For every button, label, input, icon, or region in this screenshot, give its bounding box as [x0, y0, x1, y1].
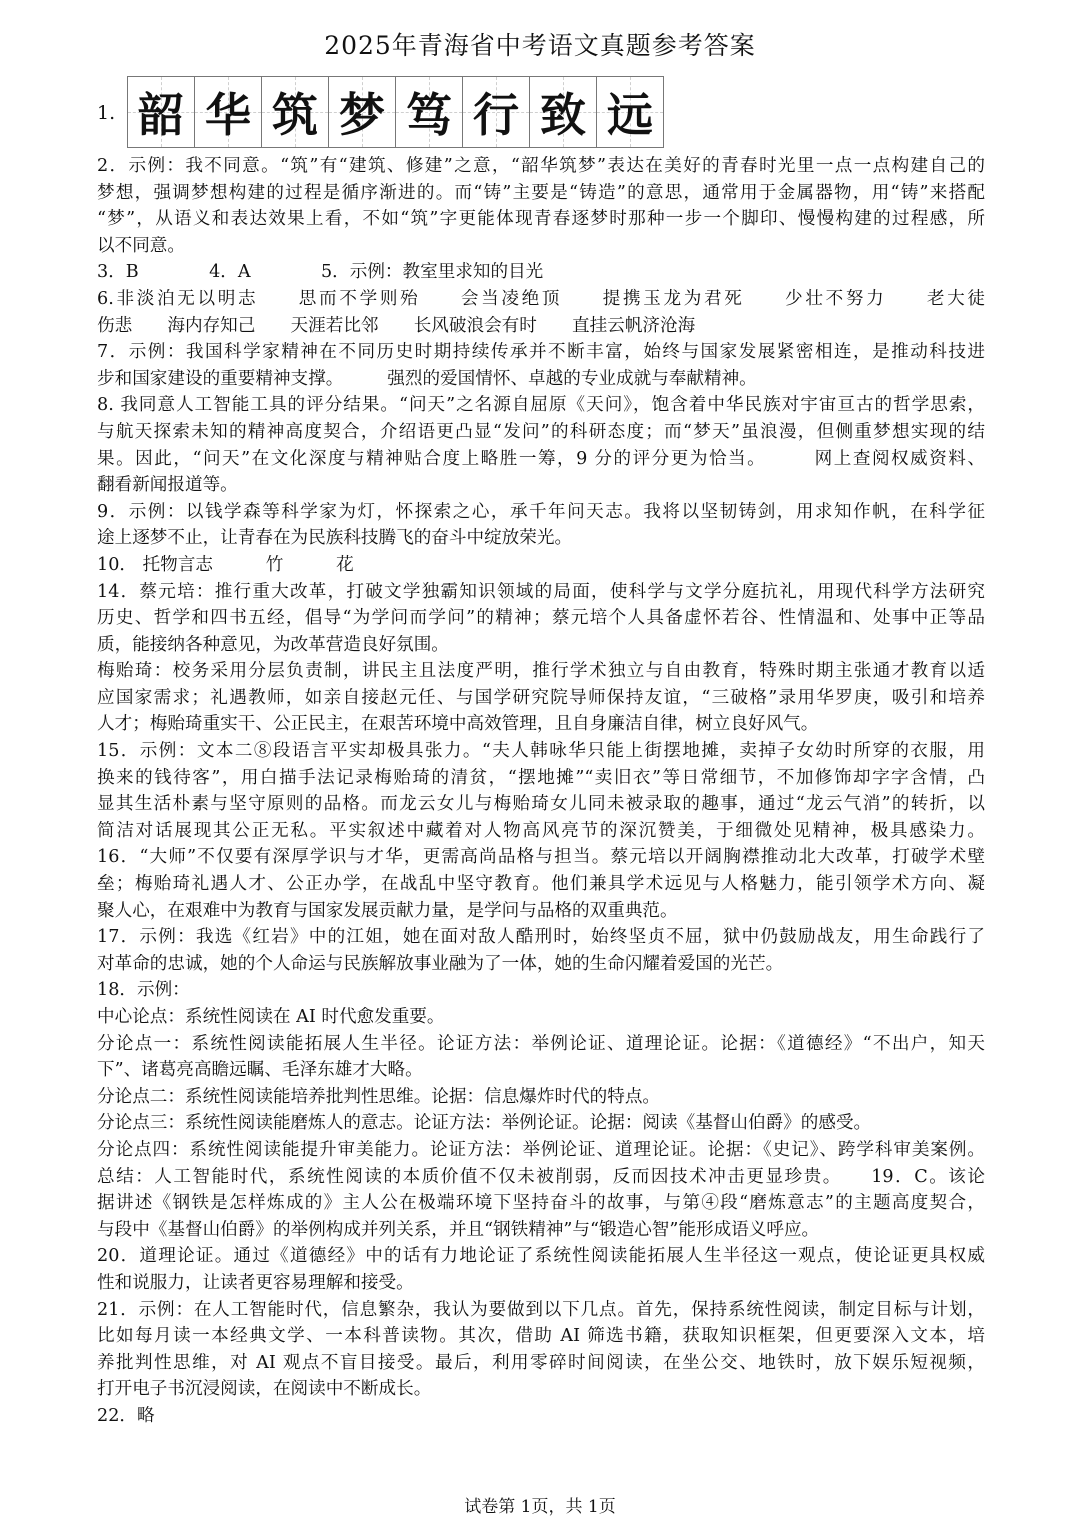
answer-line: 梦想，强调梦想构建的过程是循序渐进的。而“铸”主要是“铸造”的意思，通常用于金属器物，用“铸”来搭配 [97, 182, 985, 203]
answer-line: 14．蔡元培：推行重大改革，打破文学独霸知识领域的局面，使科学与文学分庭抗礼，用现代科学方法研究 [97, 581, 985, 602]
question-1-number: 1. [97, 102, 116, 124]
answer-line: 6.非淡泊无以明志 思而不学则殆 会当凌绝顶 提携玉龙为君死 少壮不努力 老大徒 [97, 288, 985, 309]
answer-line: 简洁对话展现其公正无私。平实叙述中藏着对人物高风亮节的深沉赞美，于细微处见精神，极具感染力。 [97, 820, 985, 841]
grid-cell [396, 77, 463, 147]
answer-line: 17．示例：我选《红岩》中的江姐，她在面对敌人酷刑时，始终坚贞不屈，狱中仍鼓励战友，用生命践行了 [97, 927, 985, 948]
page-footer: 试卷第 1页，共 1页 [464, 1497, 616, 1517]
answer-line: 垒；梅贻琦礼遇人才、公正办学，在战乱中坚守教育。他们兼具学术远见与人格魅力，能引领学术方向、凝 [97, 874, 985, 895]
answer-line: 质，能接纳各种意见，为改革营造良好氛围。 [97, 634, 449, 655]
answer-line: 20．道理论证。通过《道德经》中的话有力地论证了系统性阅读能拓展人生半径这一观点，使论证更具权威 [97, 1246, 985, 1267]
answer-line: 10． 托物言志 竹 花 [97, 554, 354, 575]
answer-line: 8. 我同意人工智能工具的评分结果。“问天”之名源自屈原《天问》，饱含着中华民族对宇宙亘古的哲学思索， [97, 395, 985, 416]
answer-line: 途上逐梦不止，让青春在为民族科技腾飞的奋斗中绽放荣光。 [97, 528, 573, 549]
answer-line: 性和说服力，让读者更容易理解和接受。 [97, 1272, 414, 1293]
answer-line: 分论点二：系统性阅读能培养批判性思维。论据：信息爆炸时代的特点。 [97, 1086, 661, 1107]
grid-char: 行 [473, 88, 519, 142]
grid-char: 韶 [138, 88, 184, 142]
answer-line: “梦”，从语义和表达效果上看，不如“筑”字更能体现青春逐梦时那种一步一个脚印、慢慢构建的过程感，所 [97, 209, 985, 230]
answer-body [97, 153, 985, 1430]
grid-cell [262, 77, 329, 147]
calligraphy-grid [127, 76, 664, 148]
answer-line: 22．略 [97, 1405, 155, 1426]
page-title: 2025年青海省中考语文真题参考答案 [324, 31, 756, 60]
answer-line: 分论点四：系统性阅读能提升审美能力。论证方法：举例论证、道理论证。论据：《史记》、跨学科审美案例。 [97, 1139, 985, 1160]
answer-line: 中心论点：系统性阅读在 AI 时代愈发重要。 [97, 1007, 445, 1027]
answer-line: 以不同意。 [97, 235, 185, 256]
grid-cell [128, 77, 195, 147]
answer-line: 15．示例：文本二⑧段语言平实却极具张力。“夫人韩咏华只能上街摆地摊，卖掉子女幼时所穿的衣服，用 [97, 741, 985, 762]
answer-line: 总结：人工智能时代，系统性阅读的本质价值不仅未被削弱，反而因技术冲击更显珍贵。 19．C。该论 [97, 1166, 985, 1187]
answer-line: 换来的钱待客”，用白描手法记录梅贻琦的清贫，“摆地摊”“卖旧衣”等日常细节，不加修饰却字字含情，凸 [97, 767, 985, 788]
answer-line: 与段中《基督山伯爵》的举例构成并列关系，并且“钢铁精神”与“锻造心智”能形成语义呼应。 [97, 1219, 820, 1240]
grid-char: 梦 [339, 88, 385, 142]
answer-line: 聚人心，在艰难中为教育与国家发展贡献力量，是学问与品格的双重典范。 [97, 900, 678, 921]
grid-cell [463, 77, 530, 147]
answer-line: 3．B 4．A 5．示例：教室里求知的目光 [97, 262, 544, 283]
grid-cell [329, 77, 396, 147]
answer-line: 翻看新闻报道等。 [97, 475, 238, 496]
grid-cell [530, 77, 597, 147]
answer-line: 人才；梅贻琦重实干、公正民主，在艰苦环境中高效管理，且自身廉洁自律，树立良好风气。 [97, 714, 819, 735]
answer-line: 9．示例：以钱学森等科学家为灯，怀探索之心，承千年问天志。我将以坚韧铸剑，用求知作帆，在科学征 [97, 501, 985, 522]
answer-line: 养批判性思维，对 AI 观点不盲目接受。最后，利用零碎时间阅读，在坐公交、地铁时，放下娱乐短视频， [97, 1352, 985, 1373]
answer-line: 21．示例：在人工智能时代，信息繁杂，我认为要做到以下几点。首先，保持系统性阅读，制定目标与计划， [97, 1299, 985, 1320]
grid-cell [195, 77, 262, 147]
grid-cell [597, 77, 663, 147]
answer-line: 果。因此，“问天”在文化深度与精神贴合度上略胜一筹，9 分的评分更为恰当。 网上查阅权威资料、 [97, 448, 985, 469]
grid-char: 笃 [406, 88, 452, 142]
answer-line: 据讲述《钢铁是怎样炼成的》主人公在极端环境下坚持奋斗的故事，与第④段“磨炼意志”的主题高度契合， [97, 1193, 985, 1214]
answer-line: 与航天探索未知的精神高度契合，介绍语更凸显“发问”的科研态度；而“梦天”虽浪漫，但侧重梦想实现的结 [97, 421, 985, 442]
answer-line: 分论点三：系统性阅读能磨炼人的意志。论证方法：举例论证。论据：阅读《基督山伯爵》的感受。 [97, 1113, 872, 1134]
grid-char: 筑 [272, 88, 318, 142]
answer-line: 步和国家建设的重要精神支撑。 强烈的爱国情怀、卓越的专业成就与奉献精神。 [97, 368, 757, 389]
answer-line: 梅贻琦：校务采用分层负责制，讲民主且法度严明，推行学术独立与自由教育，特殊时期主张通才教育以适 [97, 661, 985, 682]
answer-line: 历史、哲学和四书五经，倡导“为学问而学问”的精神；蔡元培个人具备虚怀若谷、性情温和、处事中正等品 [97, 608, 985, 629]
grid-char: 远 [607, 88, 653, 142]
answer-line: 7．示例：我国科学家精神在不同历史时期持续传承并不断丰富，始终与国家发展紧密相连，是推动科技进 [97, 342, 985, 363]
answer-line: 打开电子书沉浸阅读，在阅读中不断成长。 [97, 1379, 432, 1400]
answer-line: 对革命的忠诚，她的个人命运与民族解放事业融为了一体，她的生命闪耀着爱国的光芒。 [97, 953, 784, 974]
answer-line: 下”、诸葛亮高瞻远瞩、毛泽东雄才大略。 [97, 1060, 423, 1081]
grid-char: 华 [205, 88, 251, 142]
answer-line: 2．示例：我不同意。“筑”有“建筑、修建”之意，“韶华筑梦”表达在美好的青春时光里一点一点构建自己的 [97, 156, 985, 176]
answer-line: 伤悲 海内存知己 天涯若比邻 长风破浪会有时 直挂云帆济沧海 [97, 315, 696, 336]
answer-line: 显其生活朴素与坚守原则的品格。而龙云女儿与梅贻琦女儿同未被录取的趣事，通过“龙云气消”的转折，以 [97, 794, 985, 815]
grid-char: 致 [540, 88, 586, 142]
answer-line: 分论点一：系统性阅读能拓展人生半径。论证方法：举例论证、道理论证。论据：《道德经》“不出户，知天 [97, 1033, 985, 1054]
answer-line: 应国家需求；礼遇教师，如亲自接赵元任、与国学研究院导师保持友谊，“三破格”录用华罗庚，吸引和培养 [97, 687, 985, 708]
answer-line: 18．示例： [97, 980, 190, 1001]
answer-line: 16．“大师”不仅要有深厚学识与才华，更需高尚品格与担当。蔡元培以开阔胸襟推动北大改革，打破学术壁 [97, 847, 985, 868]
answer-line: 比如每月读一本经典文学、一本科普读物。其次，借助 AI 筛选书籍，获取知识框架，但更要深入文本，培 [97, 1326, 985, 1347]
